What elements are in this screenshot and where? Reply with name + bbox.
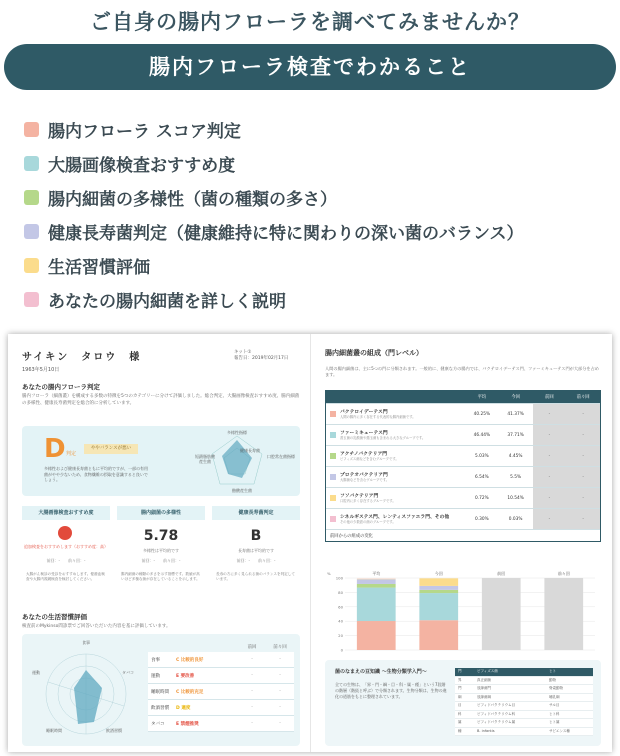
square-bullet-icon	[24, 224, 39, 239]
score-panel	[22, 426, 300, 496]
current-value: 4.45%	[508, 453, 523, 459]
square-bullet-icon	[24, 292, 39, 307]
feature-label: 大腸画像検査おすすめ度	[48, 155, 236, 176]
column-header: 平均	[477, 395, 487, 400]
x-category-label: 平均	[372, 571, 381, 576]
table-row: 種 B. infantis サピエンス種	[455, 728, 593, 737]
table-footer	[326, 529, 600, 541]
life-grade: E 禁煙推奨	[176, 721, 199, 727]
table-row	[326, 445, 600, 466]
metric-head: 腸内細菌の多様性	[117, 506, 205, 520]
bar-segment	[419, 586, 458, 590]
bar-segment	[357, 584, 396, 588]
table-row: 界 真正細菌 動物	[455, 677, 593, 686]
lifestyle-panel	[22, 634, 300, 746]
column-header: 前々回	[576, 395, 590, 400]
phylum-name: フソバクテリア門	[340, 494, 379, 500]
table-row: 運動 E 要改善 - -	[148, 668, 294, 684]
metric-history: 前回：- 前々回：-	[141, 558, 181, 563]
feature-list	[24, 112, 614, 316]
bar-segment	[419, 590, 458, 593]
avg-value: 0.30%	[475, 516, 489, 522]
metric-card-longevity	[212, 506, 300, 604]
bar-segment	[419, 578, 458, 586]
feature-label: あなたの腸内細菌を詳しく説明	[48, 291, 286, 312]
square-bullet-icon	[24, 190, 39, 205]
section-banner: 腸内フローラ検査でわかること	[4, 44, 616, 90]
bar-segment	[357, 588, 396, 621]
metric-history: 前回：- 前々回：-	[236, 558, 276, 563]
x-category-label: 前々回	[557, 571, 570, 576]
empty-bar	[482, 578, 521, 650]
feature-item	[24, 180, 614, 214]
phylum-desc: 大腸菌などを含むグループです。	[340, 478, 390, 483]
prev-value: -	[533, 446, 567, 466]
empty-bar	[544, 578, 583, 650]
phylum-desc: 口腔内に多く存在するグループです。	[340, 499, 396, 504]
square-bullet-icon	[24, 258, 39, 273]
phylum-desc: ビフィズス菌などを含むグループです。	[340, 457, 399, 462]
column-panel	[325, 660, 601, 746]
phylum-name: バクテロイデーテス門	[340, 410, 388, 416]
bar-segment	[357, 579, 396, 580]
composition-title: 腸内細菌叢の組成（門レベル）	[325, 349, 423, 357]
avg-value: 46.44%	[473, 432, 491, 438]
radar-label: 口腔常在菌指標	[267, 454, 295, 459]
life-item: 食事	[151, 657, 160, 663]
column-title: 菌のなまえの豆知識 ～生物分類学入門～	[335, 669, 427, 675]
table-row: 食事 C 比較的良好 - -	[148, 652, 294, 668]
phylum-desc: 人間の腸内に多く存在する代表的な腸内細菌です。	[340, 415, 416, 420]
table-row	[326, 466, 600, 487]
radar-label: タバコ	[122, 670, 134, 675]
y-tick-label: 60	[338, 604, 343, 610]
radar-area	[222, 440, 252, 478]
table-row: 属 ビフィドバクテリウム属 ヒト属	[455, 719, 593, 728]
life-item: 飲酒習慣	[151, 705, 169, 711]
life-grade: E 要改善	[176, 673, 195, 679]
table-row: 飲酒習慣 D 適度 - -	[148, 700, 294, 716]
legend-swatch	[330, 411, 336, 417]
metric-sub: 多様性は平均的です	[143, 548, 179, 553]
table-row	[326, 403, 600, 424]
lifestyle-radar-chart	[34, 644, 138, 740]
feature-label: 腸内細菌の多様性（菌の種類の多さ）	[48, 189, 337, 210]
column-header: 前々回	[273, 645, 287, 650]
bar-segment	[419, 593, 458, 620]
sample-report-image	[8, 334, 612, 752]
metric-note: 追加検査をおすすめします（おすすめ度：高）	[23, 544, 109, 549]
kit-info	[234, 350, 288, 362]
prev2-value: -	[566, 509, 600, 529]
phylum-desc: その他の少数派の菌のグループです。	[340, 520, 396, 525]
composition-note: 人間の腸内細菌は、主に5つの門に分類されます。一般的に、健康な方の腸内では、バクテロイデーテス門、ファーミキューテス門が大部分を占めます。	[325, 366, 599, 377]
table-header	[148, 642, 294, 652]
feature-item	[24, 112, 614, 146]
bar-segment	[357, 579, 396, 584]
legend-swatch	[330, 495, 336, 501]
flora-judgement-title: あなたの腸内フローラ判定	[22, 383, 100, 391]
current-value: 10.54%	[507, 495, 524, 501]
feature-label: 健康長寿菌判定（健康維持に特に関わりの深い菌のバランス）	[48, 223, 524, 244]
bar-segment	[357, 621, 396, 650]
taxonomy-table	[455, 668, 593, 736]
feature-label: 生活習慣評価	[48, 257, 150, 278]
y-tick-label: 20	[338, 633, 343, 639]
flora-composition-table	[325, 390, 601, 542]
radar-label: 健康長寿菌	[240, 448, 260, 453]
metric-value: 5.78	[143, 528, 179, 544]
flora-judgement-text: 腸内フローラ（細菌叢）を構成する多数の特徴を5つのカテゴリーに分けて評価しました。総合判定、大腸画像検査おすすめ度、腸内細菌の多様性、健康長寿菌判定を総合的に分析しています。	[22, 394, 300, 406]
phylum-desc: 善玉菌の乳酸菌や悪玉菌も含まれる大きなグループです。	[340, 436, 426, 441]
y-axis-label: %	[327, 571, 331, 576]
metric-head: 大腸画像検査おすすめ度	[22, 506, 110, 520]
kit-label: キット①	[234, 350, 252, 355]
patient-dob: 1963年5月10日	[22, 367, 60, 373]
prev2-value: -	[566, 446, 600, 466]
avg-value: 6.54%	[475, 474, 489, 480]
y-tick-label: 100	[335, 575, 343, 581]
x-category-label: 今回	[434, 571, 443, 576]
flora-grade-caption: ややバランスが悪い	[84, 444, 138, 454]
life-grade: C 比較的充足	[176, 689, 204, 695]
life-item: タバコ	[151, 721, 165, 727]
current-value: 5.5%	[510, 474, 522, 480]
prev-value: -	[533, 509, 567, 529]
kit-date: 報告日：2019年02月17日	[234, 356, 289, 361]
prev-value: -	[533, 488, 567, 508]
prev2-value: -	[566, 488, 600, 508]
avg-value: 5.03%	[475, 453, 489, 459]
phylum-name: プロテオバクテリア門	[340, 473, 388, 479]
metric-desc: 大腸がん検診の受診をおすすめします。便潜血検査や大腸内視鏡検査を検討してください。	[26, 572, 105, 581]
life-item: 睡眠時間	[151, 689, 169, 695]
legend-swatch	[330, 453, 336, 459]
current-value: 37.71%	[507, 432, 524, 438]
table-row: 門 放線菌門 脊索動物	[455, 685, 593, 694]
life-grade: D 適度	[176, 705, 191, 711]
flora-grade-note: 多様性および健康長寿菌ともに平均的ですが、一部の有用菌がやや少ないため、食物繊維の摂取を意識すると良いでしょう。	[44, 466, 148, 482]
y-tick-label: 40	[338, 618, 343, 624]
table-row	[326, 508, 600, 529]
life-grade: C 比較的良好	[176, 657, 204, 663]
y-tick-label: 80	[338, 589, 343, 595]
prev2-value: -	[566, 467, 600, 487]
feature-item	[24, 146, 614, 180]
y-tick-label: 0	[340, 647, 343, 653]
metric-card-diversity	[117, 506, 205, 604]
table-row	[326, 424, 600, 445]
report-page-right	[310, 334, 612, 752]
table-row: 睡眠時間 C 比較的充足 - -	[148, 684, 294, 700]
lifestyle-text: 検査前のMykinso問診票でご回答いただいた内容を基に評価しています。	[22, 624, 171, 629]
sad-face-icon	[58, 526, 72, 540]
column-text: 全ての生物は、「界・門・綱・目・科・属・種」という7段階の階層（階級と呼ぶ）で分類されます。生物分類は、生物の進化の道筋をもとに整理されています。	[335, 682, 447, 699]
feature-item	[24, 282, 614, 316]
feature-item	[24, 214, 614, 248]
avg-value: 0.72%	[475, 495, 489, 501]
footer-label: 前回からの組成の変化	[330, 533, 373, 539]
phylum-name: ファーミキューテス門	[340, 431, 388, 437]
prev-value: -	[533, 467, 567, 487]
radar-label: 睡眠時間	[46, 728, 62, 733]
current-value: 41.37%	[507, 411, 524, 417]
metric-desc: 腸内細菌の種類の多さを示す指標です。数値が高いほど多様な菌が存在していることを示します。	[121, 572, 200, 581]
legend-swatch	[330, 474, 336, 480]
radar-label: 酪酸産生菌	[232, 488, 252, 493]
table-row: 目 ビフィドバクテリウム目 サル目	[455, 702, 593, 711]
phylum-name: シネルギステス門、レンティスファエラ門、その他	[340, 515, 450, 521]
radar-label: 多様性指標	[227, 430, 247, 435]
stacked-bar-chart	[325, 568, 601, 654]
table-row: タバコ E 禁煙推奨 - -	[148, 716, 294, 732]
square-bullet-icon	[24, 122, 39, 137]
lifestyle-table	[148, 642, 294, 732]
metric-value: B	[250, 528, 262, 544]
metric-card-colon	[22, 506, 110, 604]
metric-history: 前回：- 前々回：-	[46, 558, 86, 563]
composition-chart	[325, 568, 601, 654]
flora-grade: D	[44, 434, 66, 464]
metric-head: 健康長寿菌判定	[212, 506, 300, 520]
square-bullet-icon	[24, 156, 39, 171]
feature-item	[24, 248, 614, 282]
metric-desc: 長寿の方に多く見られる菌のバランスを判定しています。	[216, 572, 295, 581]
radar-label: 食事	[82, 640, 90, 645]
flora-grade-suffix: 判定	[66, 451, 77, 457]
table-header: 門 ビフィズス菌 ヒト	[455, 668, 593, 677]
page-headline: ご自身の腸内フローラを調べてみませんか？	[90, 10, 530, 34]
legend-swatch	[330, 432, 336, 438]
patient-name: サイキン タロウ 様	[22, 352, 142, 363]
x-category-label: 前回	[497, 571, 506, 576]
column-header: 前回	[247, 645, 257, 650]
prev2-value: -	[566, 404, 600, 424]
phylum-name: アクチノバクテリア門	[340, 452, 388, 458]
prev-value: -	[533, 425, 567, 445]
table-row	[326, 487, 600, 508]
prev-value: -	[533, 404, 567, 424]
table-row: 綱 放線菌綱 哺乳綱	[455, 694, 593, 703]
life-item: 運動	[151, 673, 160, 679]
avg-value: 40.25%	[473, 411, 491, 417]
lifestyle-title: あなたの生活習慣評価	[22, 613, 87, 621]
metric-sub: 長寿菌は平均的です	[238, 548, 274, 553]
report-page-left	[8, 334, 310, 752]
radar-label: 運動	[32, 670, 40, 675]
bar-segment	[419, 620, 458, 650]
prev2-value: -	[566, 425, 600, 445]
legend-swatch	[330, 516, 336, 522]
feature-label: 腸内フローラ スコア判定	[48, 121, 241, 142]
table-row: 科 ビフィドバクテリウム科 ヒト科	[455, 711, 593, 720]
current-value: 0.03%	[508, 516, 523, 522]
radar-area	[74, 670, 102, 724]
radar-label: 短鎖脂肪酸産生菌	[195, 454, 215, 464]
radar-label: 飲酒習慣	[106, 728, 122, 733]
table-header	[326, 391, 600, 403]
column-header: 前回	[545, 395, 554, 400]
column-header: 今回	[511, 395, 520, 400]
